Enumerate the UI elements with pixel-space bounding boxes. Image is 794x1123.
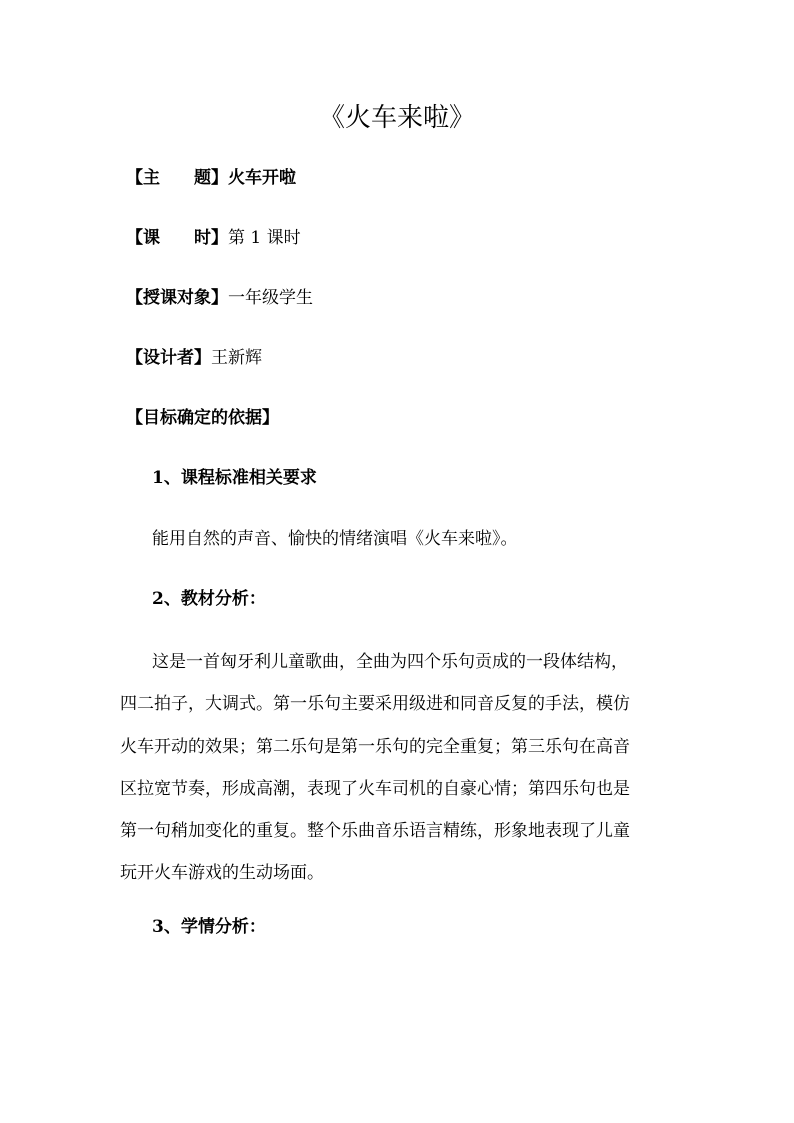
paragraph-line: 火车开动的效果；第二乐句是第一乐句的完全重复；第三乐句在高音 (120, 736, 630, 757)
field-theme-label-end: 题】 (194, 168, 228, 188)
field-period-value: 第 1 课时 (228, 228, 301, 248)
field-theme-label (126, 168, 228, 188)
field-designer-value: 王新辉 (211, 348, 262, 368)
field-designer-label: 【设计者】 (126, 348, 211, 368)
field-period-label-start: 【课 (126, 228, 160, 248)
section-heading-basis: 【目标确定的依据】 (126, 408, 279, 428)
subsection-heading-textbook: 2、教材分析： (152, 589, 266, 609)
paragraph-line: 四二拍子，大调式。第一乐句主要采用级进和同音反复的手法，模仿 (120, 694, 630, 715)
field-audience-label: 【授课对象】 (126, 288, 228, 308)
field-theme-label-start: 【主 (126, 168, 160, 188)
subsection-heading-standards: 1、课程标准相关要求 (152, 468, 317, 488)
document-title: 《火车来啦》 (318, 103, 475, 133)
field-audience (126, 286, 313, 310)
field-period (126, 226, 301, 250)
field-designer (126, 346, 262, 370)
paragraph-line: 这是一首匈牙利儿童歌曲，全曲为四个乐句贡成的一段体结构， (152, 652, 628, 672)
requirement-paragraph: 能用自然的声音、愉快的情绪演唱《火车来啦》。 (152, 529, 518, 549)
paragraph-line: 区拉宽节奏，形成高潮，表现了火车司机的自豪心情；第四乐句也是 (120, 778, 630, 799)
paragraph-line: 第一句稍加变化的重复。整个乐曲音乐语言精练，形象地表现了儿童 (120, 821, 630, 842)
field-audience-value: 一年级学生 (228, 288, 313, 308)
field-period-label-end: 时】 (194, 228, 228, 248)
textbook-analysis-paragraph (120, 647, 680, 901)
paragraph-line: 玩开火车游戏的生动场面。 (120, 863, 324, 884)
subsection-heading-learners: 3、学情分析： (152, 917, 266, 937)
field-theme (126, 166, 296, 190)
field-theme-value: 火车开啦 (228, 168, 296, 188)
field-period-label (126, 228, 228, 248)
